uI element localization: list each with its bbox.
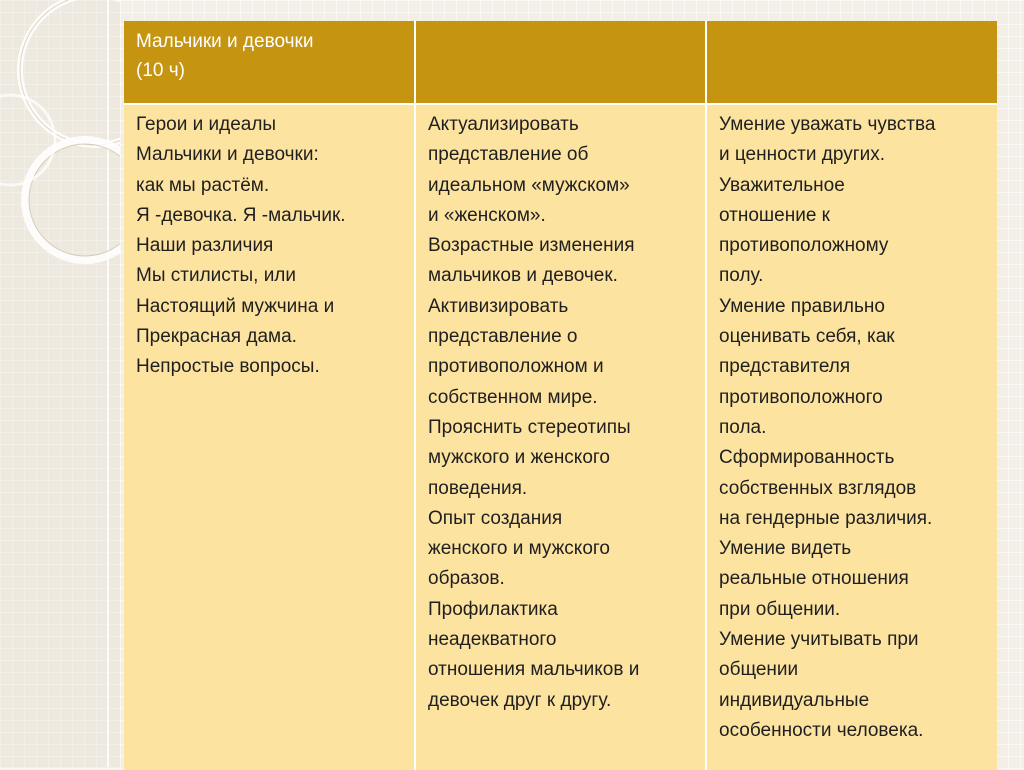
cell-line: Прояснить стереотипы xyxy=(428,416,631,438)
cell-line: противоположному xyxy=(719,235,889,257)
table-row xyxy=(124,104,997,770)
cell-line: собственном мире. xyxy=(428,386,598,408)
cell-line: противоположного xyxy=(719,386,883,408)
cell-line: собственных взглядов xyxy=(719,477,917,499)
cell-line: Актуализировать xyxy=(428,114,579,135)
cell-line: Уважительное xyxy=(719,174,845,196)
cell-line: образов. xyxy=(428,568,505,590)
cell-line: и «женском». xyxy=(428,204,546,226)
cell-line: на гендерные различия. xyxy=(719,507,933,529)
cell-line: Герои и идеалы xyxy=(136,114,277,135)
cell-line: Возрастные изменения xyxy=(428,235,635,257)
cell-line: Опыт создания xyxy=(428,507,563,529)
cell-line: Умение учитывать при xyxy=(719,629,919,651)
cell-line: Непростые вопросы. xyxy=(136,356,320,378)
header-cell-topic xyxy=(124,21,415,104)
cell-line: Умение уважать чувства xyxy=(719,114,936,135)
table-header-row xyxy=(124,21,997,104)
cell-line: и ценности других. xyxy=(719,144,886,166)
cell-line: реальные отношения xyxy=(719,568,909,590)
cell-line: пола. xyxy=(719,416,767,438)
cell-line: мужского и женского xyxy=(428,447,610,469)
cell-line: отношения мальчиков и xyxy=(428,659,640,681)
cell-line: полу. xyxy=(719,265,764,287)
header-hours-line: (10 ч) xyxy=(136,60,185,81)
topics-cell xyxy=(124,104,415,770)
cell-line: представителя xyxy=(719,356,851,378)
cell-line: идеальном «мужском» xyxy=(428,174,630,196)
header-cell-3 xyxy=(706,21,997,104)
cell-line: Наши различия xyxy=(136,235,274,257)
curriculum-table xyxy=(124,21,997,770)
cell-line: противоположном и xyxy=(428,356,604,378)
header-title-line: Мальчики и девочки xyxy=(136,31,314,52)
cell-line: Сформированность xyxy=(719,447,895,469)
goals-cell xyxy=(415,104,706,770)
cell-line: при общении. xyxy=(719,598,841,620)
cell-line: неадекватного xyxy=(428,629,557,651)
decorative-rings xyxy=(0,0,120,767)
cell-line: Настоящий мужчина и xyxy=(136,295,335,317)
header-cell-2 xyxy=(415,21,706,104)
cell-line: Мальчики и девочки: xyxy=(136,144,319,166)
cell-line: Умение видеть xyxy=(719,538,852,560)
cell-line: девочек друг к другу. xyxy=(428,689,612,711)
cell-line: Профилактика xyxy=(428,598,558,620)
cell-line: Я -девочка. Я -мальчик. xyxy=(136,204,346,226)
cell-line: женского и мужского xyxy=(428,538,610,560)
outcomes-cell xyxy=(706,104,997,770)
cell-line: поведения. xyxy=(428,477,528,499)
cell-line: мальчиков и девочек. xyxy=(428,265,618,287)
cell-line: как мы растём. xyxy=(136,174,270,196)
cell-line: Прекрасная дама. xyxy=(136,326,297,348)
cell-line: представление о xyxy=(428,326,578,348)
cell-line: Активизировать xyxy=(428,295,569,317)
cell-line: оценивать себя, как xyxy=(719,326,895,348)
cell-line: Умение правильно xyxy=(719,295,885,317)
cell-line: отношение к xyxy=(719,204,830,226)
cell-line: представление об xyxy=(428,144,589,166)
cell-line: особенности человека. xyxy=(719,719,924,741)
cell-line: Мы стилисты, или xyxy=(136,265,297,287)
cell-line: индивидуальные xyxy=(719,689,870,711)
cell-line: общении xyxy=(719,659,799,681)
